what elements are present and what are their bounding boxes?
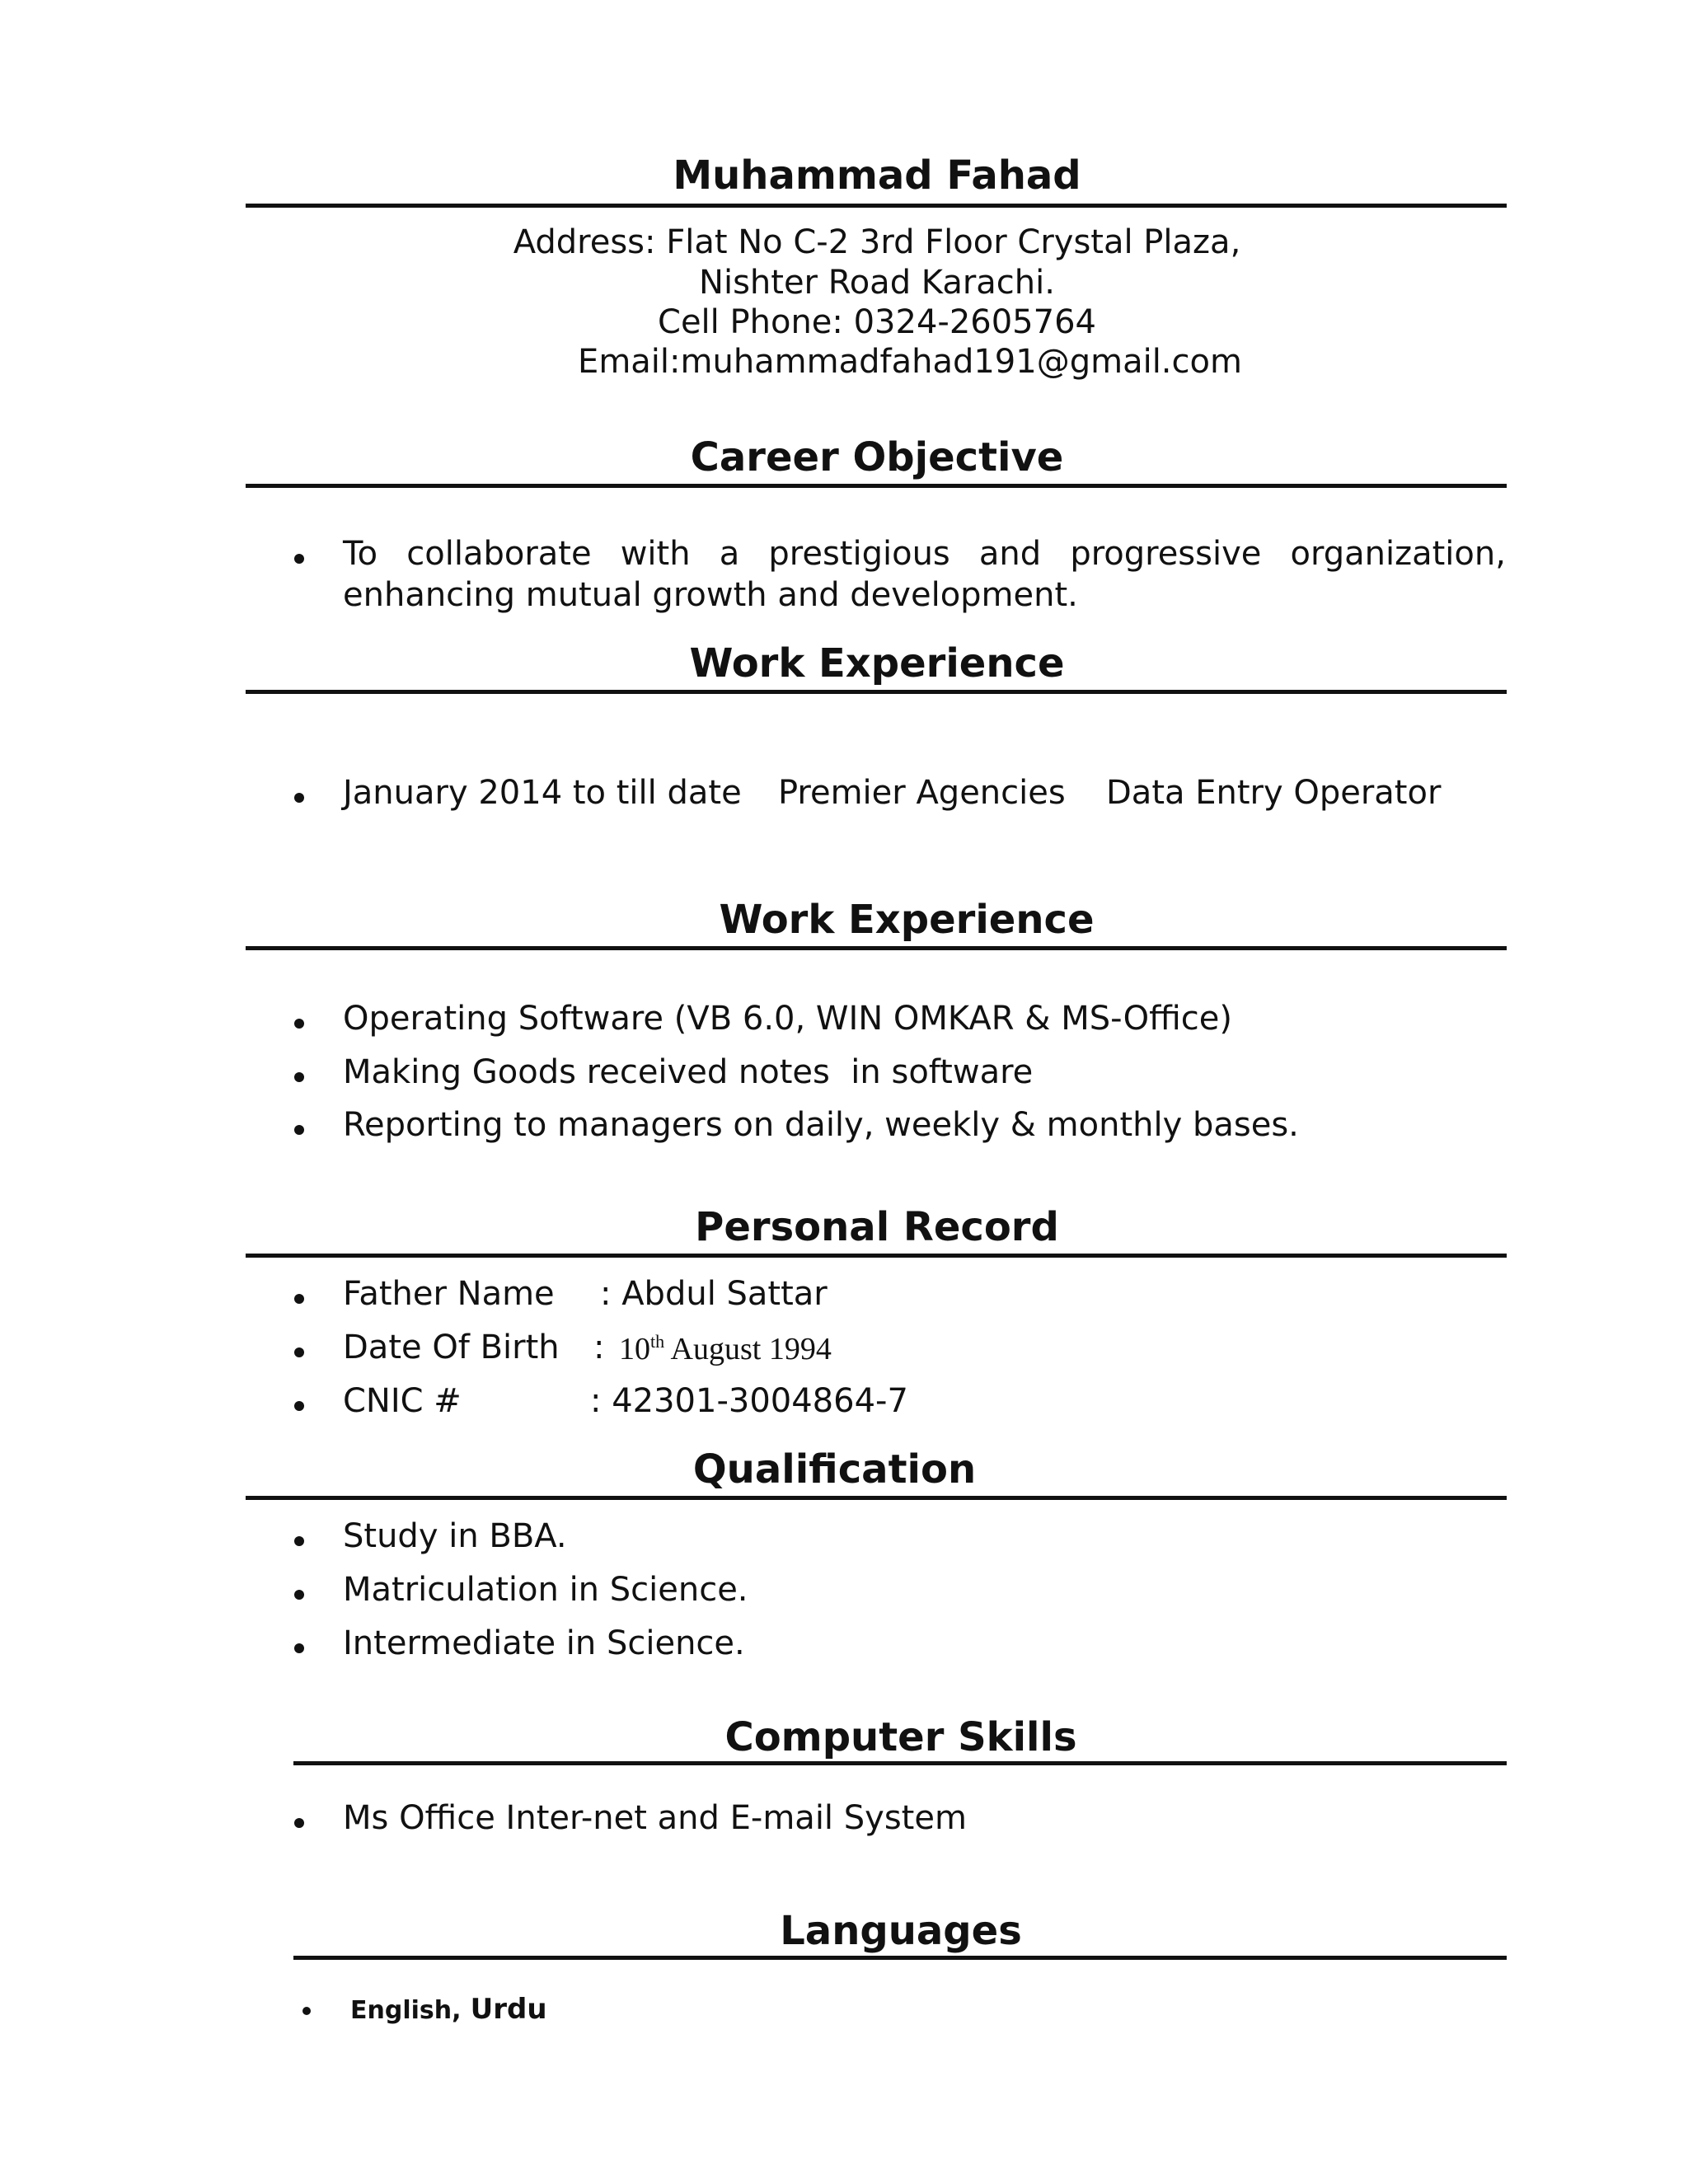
language-urdu: Urdu: [470, 1993, 547, 2026]
language-english: English,: [350, 1996, 462, 2025]
personal-bullet: [294, 1401, 304, 1411]
work-experience-duties-heading: Work Experience: [719, 897, 1095, 943]
computer-skills-rule: [293, 1761, 1507, 1765]
work-role: Data Entry Operator: [1106, 774, 1442, 812]
duty-bullet: [294, 1125, 304, 1135]
work-period: January 2014 to till date: [343, 774, 742, 812]
objective-word: organization,: [1290, 535, 1506, 573]
objective-word: collaborate: [406, 535, 592, 573]
personal-bullet: [294, 1294, 304, 1304]
cnic-label: CNIC #: [343, 1382, 462, 1420]
objective-word: and: [978, 535, 1042, 573]
languages-rule: [293, 1956, 1507, 1960]
objective-word: prestigious: [768, 535, 950, 573]
work-experience-rule: [246, 690, 1507, 694]
qualification-heading: Qualification: [692, 1446, 977, 1493]
skills-bullet: [294, 1818, 304, 1828]
dob-value: [619, 1329, 832, 1369]
address-line-2: Nishter Road Karachi.: [699, 264, 1055, 302]
cnic-value: : 42301-3004864-7: [590, 1382, 908, 1420]
work-company: Premier Agencies: [778, 774, 1066, 812]
dob-rest: August 1994: [670, 1332, 832, 1366]
name-heading: Muhammad Fahad: [673, 152, 1081, 199]
duty-bullet: [294, 1072, 304, 1082]
languages-line: [350, 1993, 547, 2027]
work-experience-heading: Work Experience: [689, 640, 1065, 687]
duty-item: Reporting to managers on daily, weekly & monthly bases.: [343, 1106, 1299, 1144]
father-name-label: Father Name: [343, 1275, 555, 1313]
dob-day: 10: [619, 1332, 650, 1366]
email-line: Email:muhammadfahad191@gmail.com: [578, 343, 1242, 381]
address-line-1: Address: Flat No C-2 3rd Floor Crystal Plaza,: [513, 223, 1241, 261]
qualification-item: Intermediate in Science.: [343, 1624, 745, 1662]
objective-bullet: [294, 554, 304, 564]
dob-suffix: th: [650, 1331, 665, 1352]
qualification-item: Matriculation in Science.: [343, 1571, 748, 1609]
phone-line: Cell Phone: 0324-2605764: [658, 303, 1096, 341]
career-objective-heading: Career Objective: [690, 434, 1064, 480]
qualification-bullet: [294, 1643, 304, 1653]
computer-skills-heading: Computer Skills: [724, 1714, 1077, 1760]
qualification-item: Study in BBA.: [343, 1517, 567, 1555]
qualification-rule: [246, 1496, 1507, 1500]
dob-label: Date Of Birth: [343, 1329, 560, 1366]
languages-heading: Languages: [780, 1908, 1022, 1954]
objective-line-1: [343, 534, 1506, 574]
duty-item: Operating Software (VB 6.0, WIN OMKAR & MS-Office): [343, 1000, 1233, 1038]
dob-colon: :: [593, 1329, 605, 1366]
objective-word: with: [620, 535, 691, 573]
objective-line-2: enhancing mutual growth and development.: [343, 576, 1078, 614]
objective-word: To: [343, 535, 378, 573]
father-name-value: : Abdul Sattar: [600, 1275, 828, 1313]
personal-record-heading: Personal Record: [695, 1204, 1059, 1250]
objective-word: a: [719, 535, 740, 573]
header-rule: [246, 204, 1507, 208]
duty-bullet: [294, 1019, 304, 1029]
languages-bullet: [302, 2007, 311, 2015]
qualification-bullet: [294, 1590, 304, 1600]
personal-bullet: [294, 1347, 304, 1357]
career-objective-rule: [246, 484, 1507, 488]
work-experience-duties-rule: [246, 946, 1507, 950]
work-bullet: [294, 793, 304, 803]
skills-item: Ms Office Inter-net and E-mail System: [343, 1799, 967, 1837]
qualification-bullet: [294, 1536, 304, 1546]
duty-item: Making Goods received notes in software: [343, 1053, 1034, 1091]
objective-word: progressive: [1070, 535, 1262, 573]
personal-record-rule: [246, 1254, 1507, 1258]
